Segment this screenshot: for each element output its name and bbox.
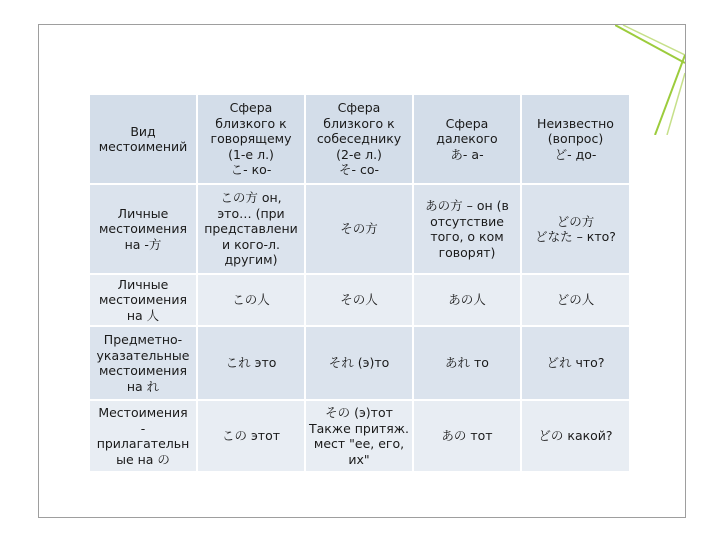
cell-line: Местоимения [98,405,188,420]
header-line: (вопрос) [547,131,604,147]
cell-line: あの方 – он (в [425,198,509,213]
header-line: (1-е л.) [228,146,274,162]
cell-line: その (э)тот [325,405,393,420]
cell-line: どの方 [556,213,595,229]
table-cell [305,326,413,400]
header-cell-near-speaker [197,94,305,184]
table-cell [521,400,630,472]
table-row [89,400,630,472]
cell-line: ые на の [116,451,170,467]
table-cell [413,184,521,274]
cell-line: другим) [224,252,278,268]
cell-line: местоимения [99,292,187,308]
table-cell [413,274,521,326]
header-cell-near-listener [305,94,413,184]
header-line: говорящему [210,131,292,147]
cell-line: мест "ее, его, [313,436,405,451]
cell-line: この方 он, [220,190,282,206]
header-line: Неизвестно [537,115,614,131]
cell-line: どれ что? [546,355,605,371]
table-cell [197,400,305,472]
cell-line: местоимения [99,363,187,378]
cell-line: Также притяж. [308,420,410,436]
cell-line: どの人 [556,292,595,308]
header-line: こ- ко- [230,162,272,178]
cell-line: на -方 [124,236,162,252]
pronoun-table [88,93,631,473]
table-row [89,184,630,274]
cell-line: Предметно- [103,332,183,347]
header-line: ど- до- [554,146,597,162]
table-cell [521,326,630,400]
table-cell [197,274,305,326]
header-line: そ- со- [338,162,379,178]
header-cell-far [413,94,521,184]
table-row [89,274,630,326]
cell-line: - [140,420,146,436]
cell-line: この人 [232,292,270,308]
header-line: (2-е л.) [336,146,382,162]
cell-line: これ это [225,355,277,371]
cell-line: на れ [126,378,160,394]
header-line: Сфера [229,100,273,116]
cell-line: представлени [204,221,298,237]
header-line: собеседнику [316,131,402,147]
table-cell [89,274,197,326]
cell-line: это… (при [217,205,285,221]
cell-line: どなた – кто? [535,229,616,244]
header-line: Вид [130,123,156,139]
cell-line: どの какой? [538,428,613,444]
table-cell [305,400,413,472]
table-cell [197,184,305,274]
table-cell [89,400,197,472]
cell-line: Личные [117,276,169,292]
header-line: местоимений [98,139,188,154]
cell-line: и кого-л. [222,236,280,252]
cell-line: их" [348,451,370,467]
header-line: Сфера [337,100,381,116]
cell-line: この этот [221,428,281,444]
table-cell [305,184,413,274]
header-cell-question [521,94,630,184]
cell-line: на 人 [126,307,160,323]
cell-line: あの тот [441,428,493,444]
table-cell [413,326,521,400]
cell-line: あの人 [448,292,486,308]
cell-line: прилагательн [96,436,190,451]
cell-line: それ (э)то [328,355,390,371]
cell-line: местоимения [99,221,187,237]
table-cell [89,326,197,400]
table-cell [89,184,197,274]
header-row [89,94,630,184]
cell-line: あれ то [445,355,489,371]
cell-line: その方 [340,221,378,237]
cell-line: указательные [96,347,190,363]
header-cell-type [89,94,197,184]
table-cell [521,184,630,274]
header-line: близкого к [215,115,287,131]
header-line: あ- а- [450,146,484,162]
table-cell [413,400,521,472]
cell-line: говорят) [438,244,496,260]
table-cell [197,326,305,400]
table-cell [521,274,630,326]
header-line: далекого [436,131,498,147]
cell-line: その人 [340,292,378,308]
cell-line: отсутствие [430,213,504,229]
table-row [89,326,630,400]
cell-line: Личные [117,205,169,221]
header-line: Сфера [445,115,489,131]
header-line: близкого к [323,115,395,131]
table-cell [305,274,413,326]
cell-line: того, о ком [430,229,504,244]
